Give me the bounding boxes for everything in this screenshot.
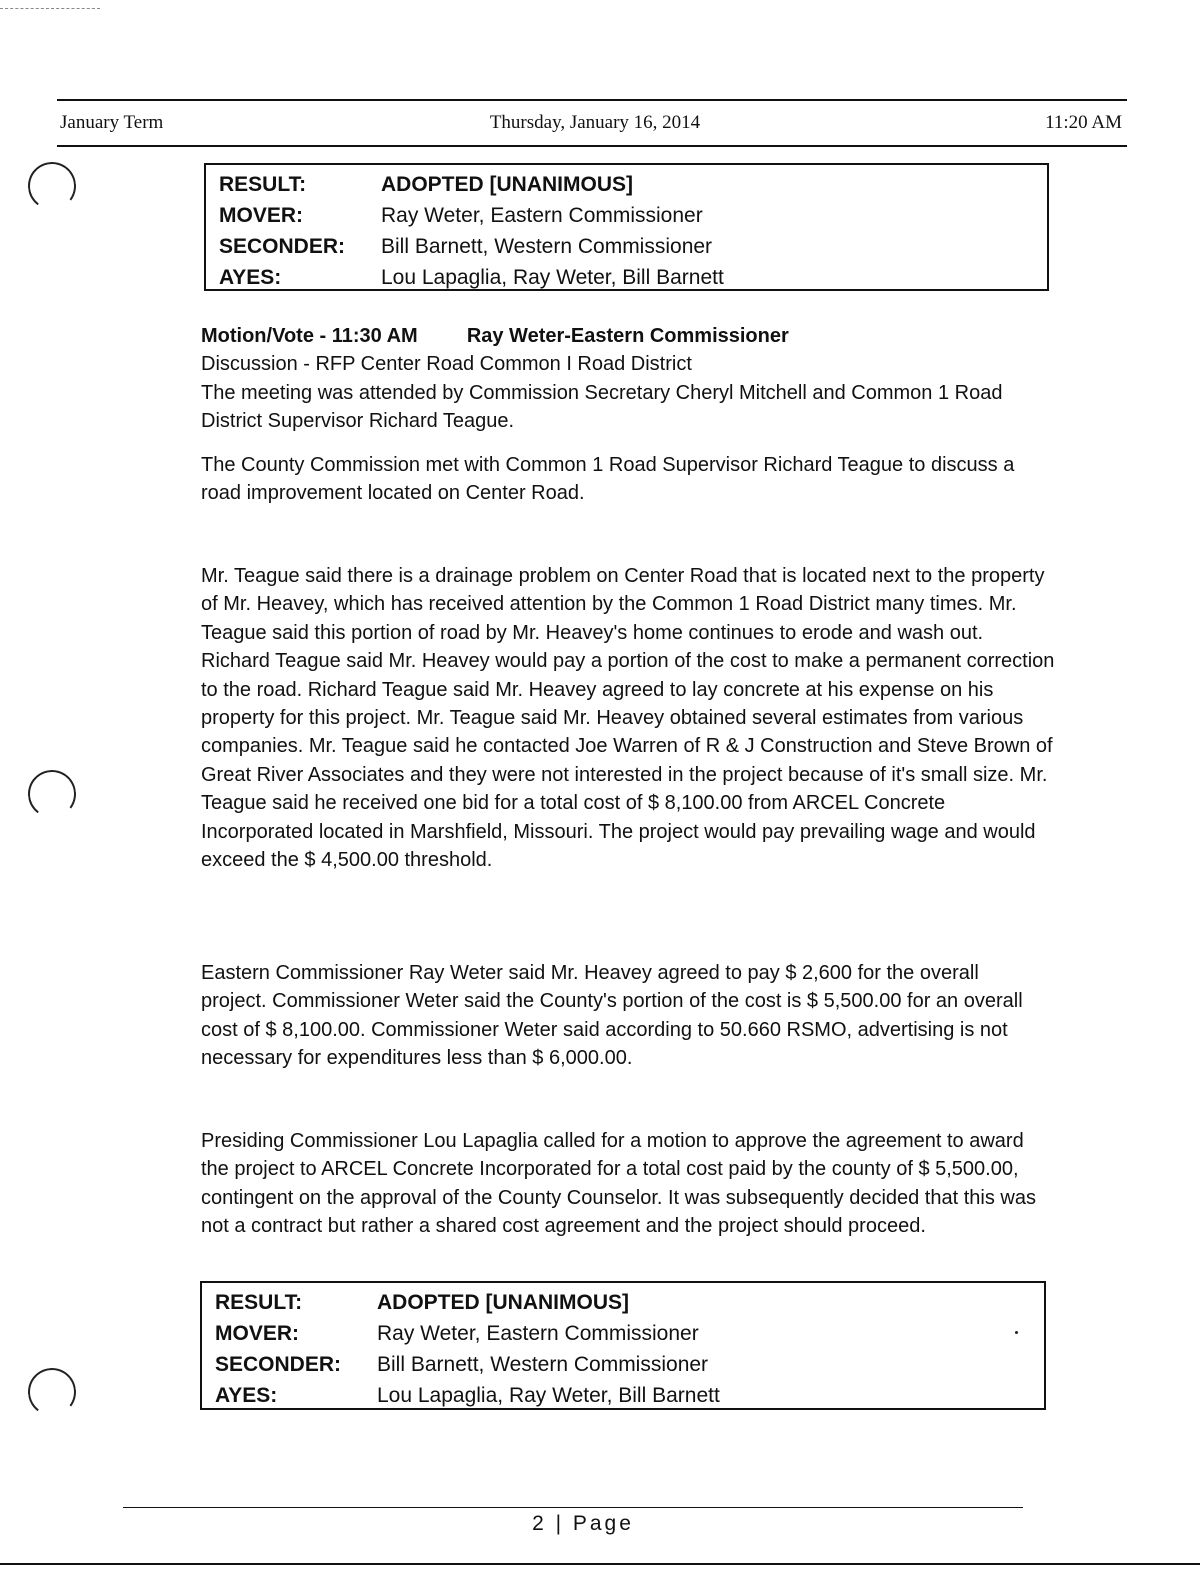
punch-hole-bottom [25,1365,79,1419]
paragraph-4 [201,1127,1056,1241]
paragraph-text: Eastern Commissioner Ray Weter said Mr. Heavey agreed to pay $ 2,600 for the overall project. Commissioner Weter said the County's portion of the cost is $ 5,500.00 for an overall cost of $ 8,100.00. Commissioner Weter said according to 50.660 RSMO, advertising is not necessary for expenditures less than $ 6,000.00. [201,962,1023,1070]
header-rule-top [57,99,1127,101]
scan-artifact-line [0,8,100,10]
scan-speck [1015,1331,1018,1334]
vote-value: Bill Barnett, Western Commissioner [381,235,713,258]
vote-row-mover [202,1318,1044,1349]
vote-table-1 [204,163,1049,291]
vote-row-result [206,169,1047,200]
motion-label: Motion/Vote - [201,325,327,347]
vote-label: RESULT: [219,173,307,196]
punch-hole-middle [25,767,79,821]
vote-value: ADOPTED [UNANIMOUS] [381,173,633,196]
vote-label: RESULT: [215,1291,303,1314]
paragraph-2 [201,562,1056,874]
header-rule-bottom [57,145,1127,147]
paragraph-1 [201,451,1056,508]
vote-value: Ray Weter, Eastern Commissioner [377,1322,699,1345]
vote-label: SECONDER: [215,1353,342,1376]
vote-table-2 [200,1281,1046,1410]
vote-value: Lou Lapaglia, Ray Weter, Bill Barnett [381,266,724,289]
motion-block [201,322,1061,436]
vote-row-mover [206,200,1047,231]
paragraph-text: Presiding Commissioner Lou Lapaglia called for a motion to approve the agreement to award the project to ARCEL Concrete Incorporated for a total cost paid by the county of $ 5,500.00, contingent on the approval of the County Counselor. It was subsequently decided that this was not a contract but rather a shared cost agreement and the project should proceed. [201,1130,1036,1238]
motion-attendance: The meeting was attended by Commission Secretary Cheryl Mitchell and Common 1 Road District Supervisor Richard Teague. [201,381,1003,433]
page-number: 2 | Page [532,1512,634,1535]
vote-label: MOVER: [219,204,303,227]
scan-edge-line [0,1563,1200,1565]
vote-row-seconder [202,1349,1044,1380]
header-time: 11:20 AM [1045,112,1122,133]
vote-value: Ray Weter, Eastern Commissioner [381,204,703,227]
paragraph-3 [201,959,1041,1073]
motion-time: 11:30 AM [331,325,418,347]
punch-hole-top [25,159,79,213]
vote-value: ADOPTED [UNANIMOUS] [377,1291,629,1314]
vote-row-result [202,1287,1044,1318]
motion-mover: Ray Weter-Eastern Commissioner [466,325,789,347]
vote-row-seconder [206,231,1047,262]
vote-value: Bill Barnett, Western Commissioner [377,1353,709,1376]
motion-discussion: Discussion - RFP Center Road Common I Road District [201,353,692,376]
vote-label: AYES: [215,1384,278,1407]
paragraph-text: The County Commission met with Common 1 Road Supervisor Richard Teague to discuss a road improvement located on Center Road. [201,454,1015,505]
motion-heading [201,322,1061,350]
vote-row-ayes [206,262,1047,293]
vote-label: AYES: [219,266,282,289]
vote-row-ayes [202,1380,1044,1411]
footer-rule [123,1507,1023,1508]
vote-value: Lou Lapaglia, Ray Weter, Bill Barnett [377,1384,720,1407]
header-date: Thursday, January 16, 2014 [489,112,701,133]
vote-label: MOVER: [215,1322,299,1345]
paragraph-text: Mr. Teague said there is a drainage problem on Center Road that is located next to the property of Mr. Heavey, which has received attention by the Common 1 Road District many times. Mr. Teague said this portion of road by Mr. Heavey's home continues to erode and wash out. Richard Teague said Mr. Heavey would pay a portion of the cost to make a permanent correction to the road. Richard Teague said Mr. Heavey agreed to lay concrete at his expense on his property for this project. Mr. Teague said Mr. Heavey obtained several estimates from various companies. Mr. Teague said he contacted Joe Warren of R & J Construction and Steve Brown of Great River Associates and they were not interested in the project because of it's small size. Mr. Teague said he received one bid for a total cost of $ 8,100.00 from ARCEL Concrete Incorporated located in Marshfield, Missouri. The project would pay prevailing wage and would exceed the $ 4,500.00 threshold. [201,565,1055,872]
vote-label: SECONDER: [219,235,346,258]
header-term: January Term [60,112,164,133]
